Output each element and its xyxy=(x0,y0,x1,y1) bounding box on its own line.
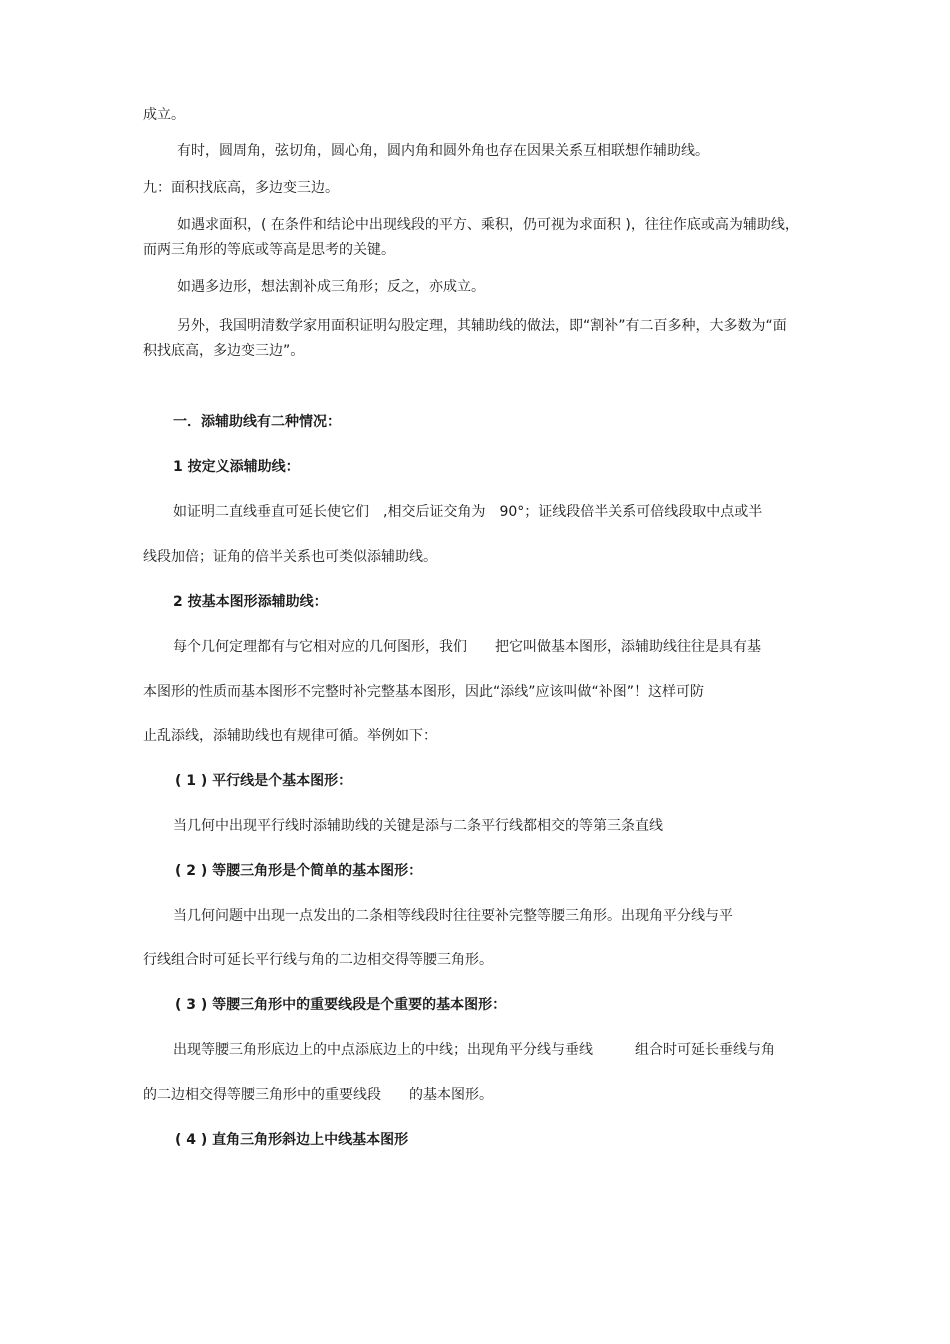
text-line: 的二边相交得等腰三角形中的重要线段 的基本图形。 xyxy=(143,1087,493,1103)
item-heading: ( 2 ) 等腰三角形是个简单的基本图形： xyxy=(175,863,423,879)
section-heading: 九：面积找底高，多边变三边。 xyxy=(143,180,339,196)
text-line: 本图形的性质而基本图形不完整时补完整基本图形，因此“添线”应该叫做“补图”！这样可防 xyxy=(143,684,705,700)
section-heading: 一．添辅助线有二种情况： xyxy=(173,414,341,430)
text-line: 积找底高，多边变三边”。 xyxy=(143,343,305,359)
item-heading: ( 3 ) 等腰三角形中的重要线段是个重要的基本图形： xyxy=(175,997,507,1013)
text-line: 另外，我国明清数学家用面积证明勾股定理，其辅助线的做法，即“割补”有二百多种，大多数为“面 xyxy=(177,318,787,334)
text-line: 如遇多边形，想法割补成三角形；反之，亦成立。 xyxy=(177,279,485,295)
text-line: 当几何中出现平行线时添辅助线的关键是添与二条平行线都相交的等第三条直线 xyxy=(173,818,663,834)
item-heading: ( 4 ) 直角三角形斜边上中线基本图形 xyxy=(175,1132,409,1148)
text-line: 有时，圆周角，弦切角，圆心角，圆内角和圆外角也存在因果关系互相联想作辅助线。 xyxy=(177,143,709,159)
item-heading: ( 1 ) 平行线是个基本图形： xyxy=(175,773,353,789)
text-line: 出现等腰三角形底边上的中点添底边上的中线；出现角平分线与垂线 组合时可延长垂线与角 xyxy=(173,1042,775,1058)
text-line: 止乱添线，添辅助线也有规律可循。举例如下： xyxy=(143,728,437,744)
text-line: 行线组合时可延长平行线与角的二边相交得等腰三角形。 xyxy=(143,952,493,968)
subsection-heading: 1 按定义添辅助线： xyxy=(173,459,300,475)
text-line: 当几何问题中出现一点发出的二条相等线段时往往要补完整等腰三角形。出现角平分线与平 xyxy=(173,908,733,924)
text-line: 而两三角形的等底或等高是思考的关键。 xyxy=(143,242,395,258)
text-line: 成立。 xyxy=(143,107,185,123)
text-line: 如证明二直线垂直可延长使它们 ,相交后证交角为 90°；证线段倍半关系可倍线段取中点或半 xyxy=(173,504,763,520)
text-line: 每个几何定理都有与它相对应的几何图形，我们 把它叫做基本图形，添辅助线往往是具有基 xyxy=(173,639,761,655)
text-line: 如遇求面积，( 在条件和结论中出现线段的平方、乘积，仍可视为求面积 )，往往作底或高为辅助线， xyxy=(177,217,799,233)
subsection-heading: 2 按基本图形添辅助线： xyxy=(173,594,328,610)
text-line: 线段加倍；证角的倍半关系也可类似添辅助线。 xyxy=(143,549,437,565)
